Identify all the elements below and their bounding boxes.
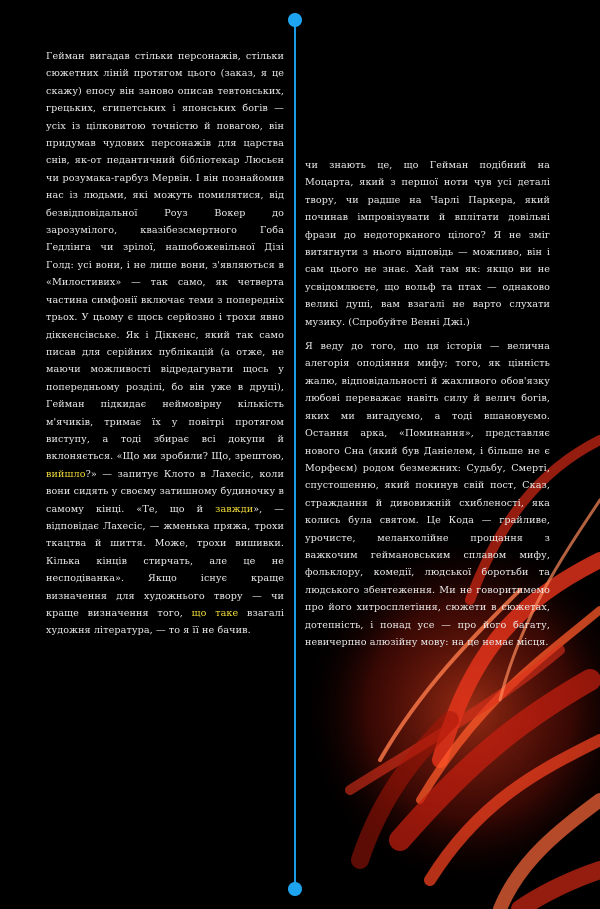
- highlighted-word: що таке: [191, 608, 239, 619]
- left-paragraph: [46, 48, 284, 640]
- right-text-column: [305, 157, 550, 651]
- highlighted-word: вийшло: [46, 468, 86, 480]
- divider-top-dot: [288, 13, 302, 27]
- right-paragraph-1: чи знають це, що Гейман подібний на Моцарта, який з першої ноти чув усі деталі твору, чи радше на Чарлі Паркера, який починав імпровізувати й вплітати довільні фрази до недоторканого цілого? Я не зміг витягнути з нього відповідь — можливо, він і сам цього не знає. Хай там як: якщо ви не усвідомлюєте, що вольф та птах — однаково великі душі, вам взагалі не варто слухати музику. (Спробуйте Венні Джі.): [305, 160, 550, 328]
- left-text-column: [46, 48, 284, 640]
- highlighted-word: завжди: [215, 503, 254, 515]
- text-run: », — відповідає Лахесіс, — жменька пряжа, трохи ткацтва й шиття. Може, трохи вишивки. Кілька кінців стирчать, але це не несподіванка». Якщо існує краще визначення для художнього твору — чи краще визначення того,: [46, 503, 285, 619]
- vertical-divider: [294, 20, 296, 890]
- text-run: Гейман вигадав стільки персонажів, стільки сюжетних ліній протягом цього (заказ, я це скажу) епосу він заново описав тевтонських, грецьких, єгипетських і японських богів — усіх із цілковитою точністю й повагою, він придумав чудових персонажів для царства снів, як-от педантичний бібліотекар Люсьєн чи розумака-гарбуз Мервін. І він познайомив нас із людьми, які можуть помилятися, від безвідповідальної Роуз Вокер до зарозумілого, квазібезсмертного Гоба Гедлінга чи зрілої, нашобожевільної Дізі Голд: усі вони, і не лише вони, з'являються в «Милостивих» — так само, як четверта частина симфонії включає теми з попередніх трьох. У цьому є щось серйозно і трохи явно діккенсівське. Як і Діккенс, який так само писав для серійних публікацій (а отже, не маючи можливості відредагувати щось у попередньому розділі, бо він уже в друці), Гейман підкидає неймовірну кількість м'ячиків, тримає їх у повітрі протягом виступу, а тоді збирає всі докупи й вклоняється. «Що ми зробили? Що, зрештою,: [46, 51, 284, 463]
- divider-bottom-dot: [288, 882, 302, 896]
- text-run: взагалі художня література, — то я її не бачив.: [46, 608, 284, 637]
- right-paragraph-2: Я веду до того, що ця історія — велична алегорія оподіяння мифу; того, як цінність жалю, відповідальності й жахливого обов'язку любові переважає навіть силу й велич богів, яких ми вигадуємо, а тоді вшановуємо. Остання арка, «Поминання», представляє новогo Сна (який був Даніелем, і більше не є Морфеєм) родом безмежних: Судьбу, Смерті, спустошенню, який покинув свій пост, Сказ, страждання й дивовижній схибленості, яка колись була святом. Це Кода — грайливе, урочисте, меланхолійне прощання з важкочим геймановським сплавом мифу, фольклору, комедії, людської боротьби та людського збентеження. Ми не говоритимемо про його хитросплетіння, сюжети в сюжетах, дотепність, і понад усе — про його багату, невичерпно алюзійну мову: на це немає місця.: [305, 341, 550, 648]
- text-run: ?» — запитує Клото в Лахесіс, коли вони сидять у своєму затишному будиночку в самому кінці. «Те, що й: [46, 468, 284, 515]
